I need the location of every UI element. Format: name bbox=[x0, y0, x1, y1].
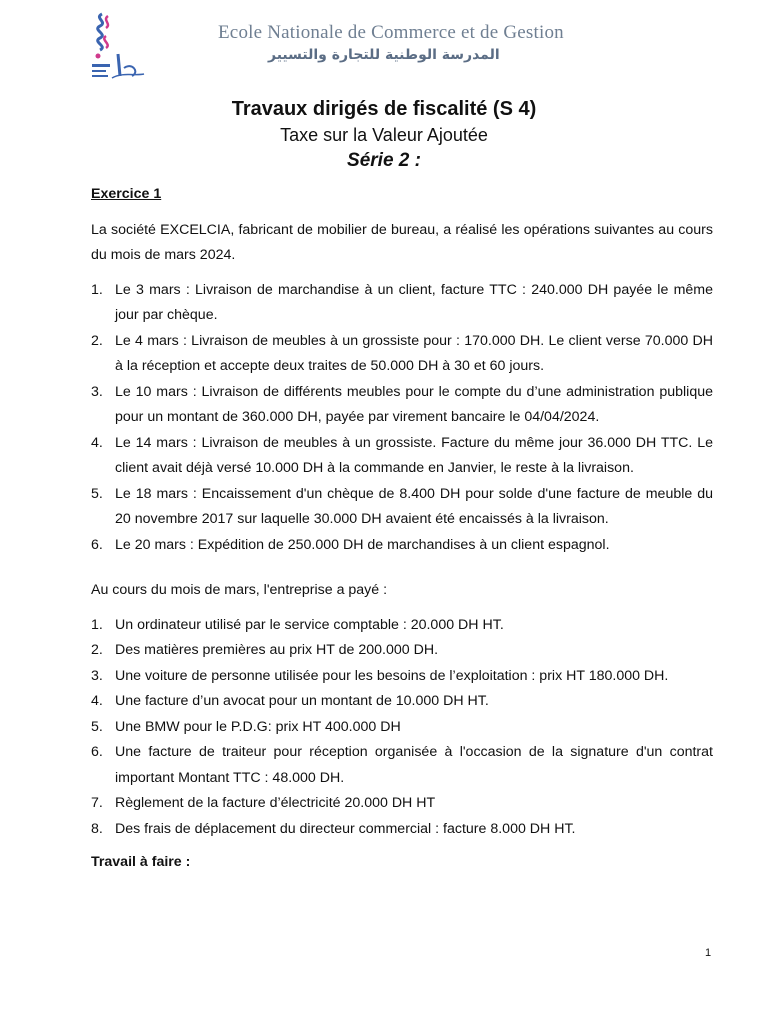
exercise-intro: La société EXCELCIA, fabricant de mobilier de bureau, a réalisé les opérations suivantes au cours du mois de mars 2024. bbox=[91, 221, 713, 263]
series-label: Série 2 : bbox=[347, 150, 421, 171]
document-subtitle: Taxe sur la Valeur Ajoutée bbox=[280, 125, 488, 145]
item-number: 4. bbox=[91, 693, 103, 709]
list-item bbox=[91, 791, 713, 817]
item-text: Règlement de la facture d’électricité 20.000 DH HT bbox=[115, 795, 436, 811]
task-label: Travail à faire : bbox=[91, 854, 191, 870]
item-number: 7. bbox=[91, 795, 103, 811]
item-number: 5. bbox=[91, 718, 103, 735]
item-text: Des matières premières au prix HT de 200.000 DH. bbox=[115, 642, 439, 658]
spacer bbox=[91, 566, 713, 578]
item-text: Un ordinateur utilisé par le service comptable : 20.000 DH HT. bbox=[115, 616, 504, 633]
item-number: 6. bbox=[91, 536, 103, 553]
exercise-title: Exercice 1 bbox=[91, 186, 162, 202]
item-text: Une facture d’un avocat pour un montant de 10.000 DH HT. bbox=[115, 693, 489, 709]
item-text: Une voiture de personne utilisée pour les besoins de l’exploitation : prix HT 180.000 DH. bbox=[115, 667, 669, 684]
item-number: 3. bbox=[91, 383, 103, 400]
item-text: Une facture de traiteur pour réception organisée à l'occasion de la signature d'un contrat important Montant TTC : 48.000 DH. bbox=[115, 744, 713, 786]
item-number: 6. bbox=[91, 744, 103, 760]
list-item bbox=[91, 278, 713, 329]
list-item bbox=[91, 329, 713, 380]
payments-list bbox=[91, 613, 713, 843]
list-item bbox=[91, 431, 713, 482]
document-title: Travaux dirigés de fiscalité (S 4) bbox=[231, 98, 537, 120]
operations-list bbox=[91, 278, 713, 559]
list-item bbox=[91, 533, 713, 559]
list-item bbox=[91, 638, 713, 664]
item-number: 8. bbox=[91, 820, 103, 837]
school-name-fr: Ecole Nationale de Commerce et de Gestion bbox=[218, 22, 564, 43]
encg-logo-icon bbox=[88, 6, 148, 86]
item-text: Une BMW pour le P.D.G: prix HT 400.000 DH bbox=[115, 718, 401, 735]
list-item bbox=[91, 740, 713, 791]
item-number: 3. bbox=[91, 667, 103, 684]
list-item bbox=[91, 613, 713, 639]
item-text: Le 18 mars : Encaissement d'un chèque de 8.400 DH pour solde d'une facture de meuble du 20 novembre 2017 sur laquelle 30.000 DH avaient été encaissés à la livraison. bbox=[115, 485, 713, 527]
page-number: 1 bbox=[705, 947, 712, 959]
school-name-ar: المدرسة الوطنية للتجارة والتسيير bbox=[268, 47, 500, 63]
item-text: Le 10 mars : Livraison de différents meubles pour le compte du d’une administration publique pour un montant de 360.000 DH, payée par virement bancaire le 04/04/2024. bbox=[115, 383, 713, 425]
exercise-body bbox=[91, 182, 713, 876]
item-number: 4. bbox=[91, 434, 103, 451]
item-number: 1. bbox=[91, 616, 103, 633]
item-number: 2. bbox=[91, 332, 103, 349]
item-text: Le 3 mars : Livraison de marchandise à un client, facture TTC : 240.000 DH payée le même jour par chèque. bbox=[115, 281, 713, 323]
item-text: Le 14 mars : Livraison de meubles à un grossiste. Facture du même jour 36.000 DH TTC. Le client avait déjà versé 10.000 DH à la commande en Janvier, le reste à la livraison. bbox=[115, 434, 713, 476]
item-number: 2. bbox=[91, 642, 103, 658]
payments-intro: Au cours du mois de mars, l'entreprise a payé : bbox=[91, 582, 388, 598]
item-text: Des frais de déplacement du directeur commercial : facture 8.000 DH HT. bbox=[115, 820, 576, 837]
list-item bbox=[91, 380, 713, 431]
list-item bbox=[91, 689, 713, 715]
item-text: Le 4 mars : Livraison de meubles à un grossiste pour : 170.000 DH. Le client verse 70.000 DH à la réception et accepte deux traites de 50.000 DH à 30 et 60 jours. bbox=[115, 332, 713, 374]
item-number: 5. bbox=[91, 485, 103, 502]
item-number: 1. bbox=[91, 281, 103, 298]
list-item bbox=[91, 664, 713, 690]
document-header bbox=[0, 0, 768, 90]
item-text: Le 20 mars : Expédition de 250.000 DH de marchandises à un client espagnol. bbox=[115, 536, 610, 553]
list-item bbox=[91, 817, 713, 843]
list-item bbox=[91, 715, 713, 741]
list-item bbox=[91, 482, 713, 533]
